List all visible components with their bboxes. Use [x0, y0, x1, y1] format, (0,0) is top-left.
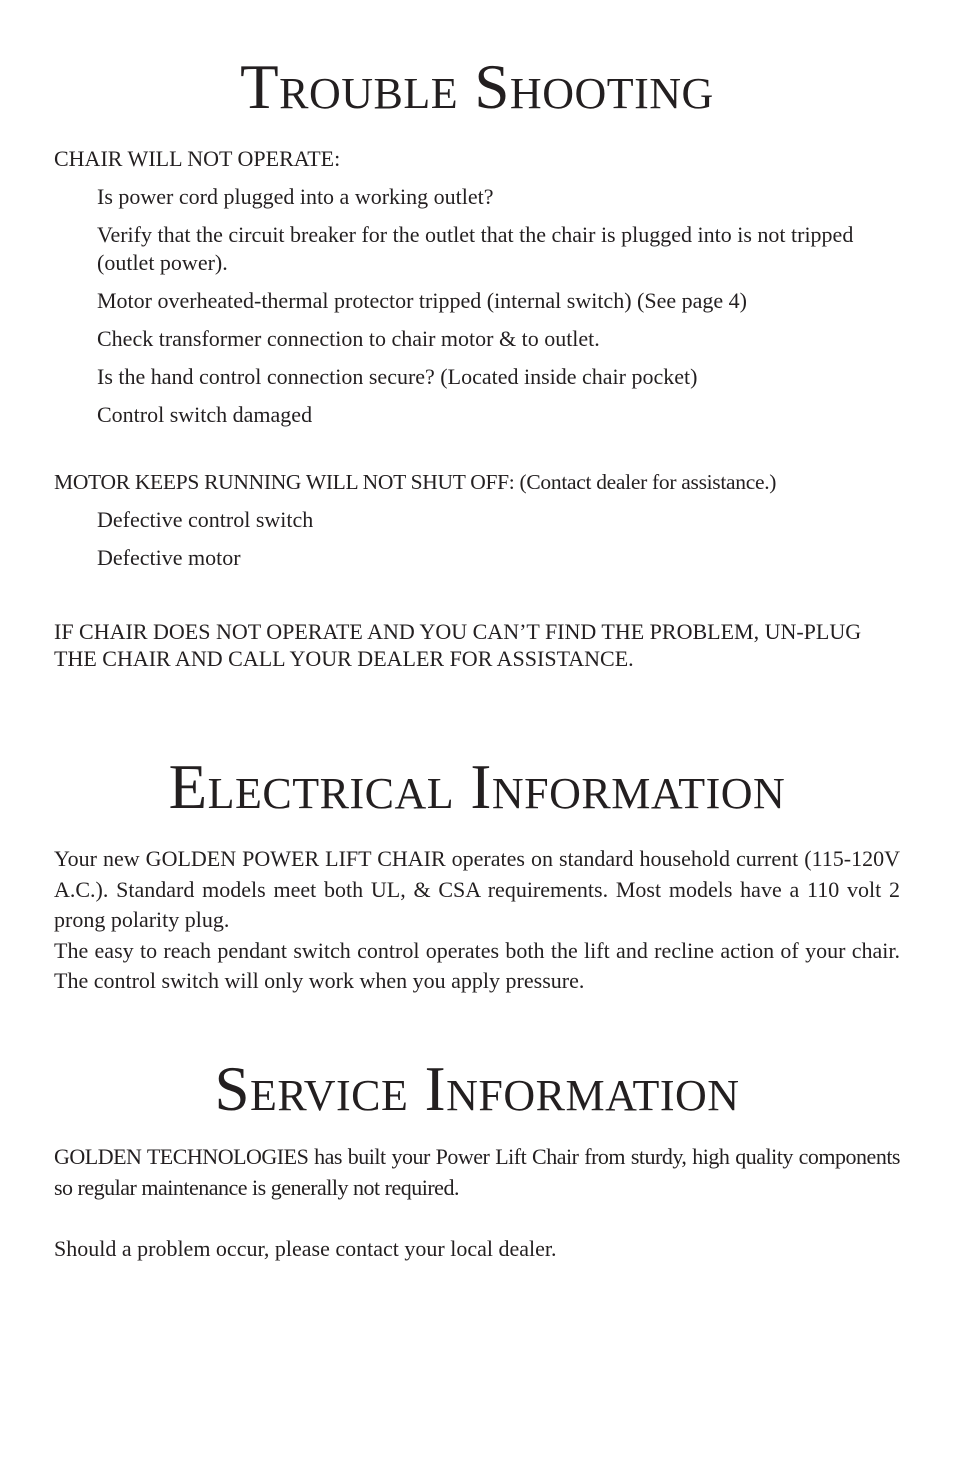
trouble-shooting-heading: Trouble Shooting — [240, 52, 714, 122]
list-item: Check transformer connection to chair motor & to outlet. — [97, 326, 600, 351]
service-paragraph-1: GOLDEN TECHNOLOGIES has built your Power Lift Chair from sturdy, high quality components so regular maintenance is generally not required. — [54, 1144, 900, 1200]
chair-will-not-operate-label: CHAIR WILL NOT OPERATE: — [54, 146, 341, 171]
list-item: Defective control switch — [97, 507, 314, 532]
motor-keeps-running-label: MOTOR KEEPS RUNNING WILL NOT SHUT OFF: (Contact dealer for assistance.) — [54, 470, 777, 494]
service-information-body — [54, 1142, 900, 1203]
electrical-information-body — [54, 844, 900, 997]
electrical-information-heading: Electrical Information — [168, 752, 786, 822]
list-item: Is the hand control connection secure? (Located inside chair pocket) — [97, 364, 698, 389]
motor-keeps-running-section — [54, 468, 900, 572]
list-item: Control switch damaged — [97, 402, 313, 427]
list-item: Is power cord plugged into a working outlet? — [97, 184, 494, 209]
service-paragraph-2: Should a problem occur, please contact your local dealer. — [54, 1236, 557, 1261]
service-information-heading: Service Information — [214, 1054, 740, 1124]
chair-will-not-operate-section — [54, 145, 900, 429]
list-item: Defective motor — [97, 545, 241, 570]
list-item: Verify that the circuit breaker for the outlet that the chair is plugged into is not tripped (outlet power). — [97, 222, 854, 275]
list-item: Motor overheated-thermal protector tripped (internal switch) (See page 4) — [97, 288, 747, 313]
electrical-paragraph-1: Your new GOLDEN POWER LIFT CHAIR operates on standard household current (115-120V A.C.). Standard models meet both UL, & CSA requirements. Most models have a 110 volt 2 prong polarity plug. — [54, 846, 900, 932]
motor-keeps-running-list — [54, 506, 900, 572]
call-dealer-text: IF CHAIR DOES NOT OPERATE AND YOU CAN’T FIND THE PROBLEM, UN-PLUG THE CHAIR AND CALL YOUR DEALER FOR ASSISTANCE. — [54, 619, 862, 671]
call-dealer-notice — [54, 618, 900, 672]
electrical-paragraph-2: The easy to reach pendant switch control operates both the lift and recline action of your chair. The control switch will only work when you apply pressure. — [54, 937, 900, 993]
chair-will-not-operate-list — [54, 183, 900, 429]
service-information-contact — [54, 1234, 900, 1265]
